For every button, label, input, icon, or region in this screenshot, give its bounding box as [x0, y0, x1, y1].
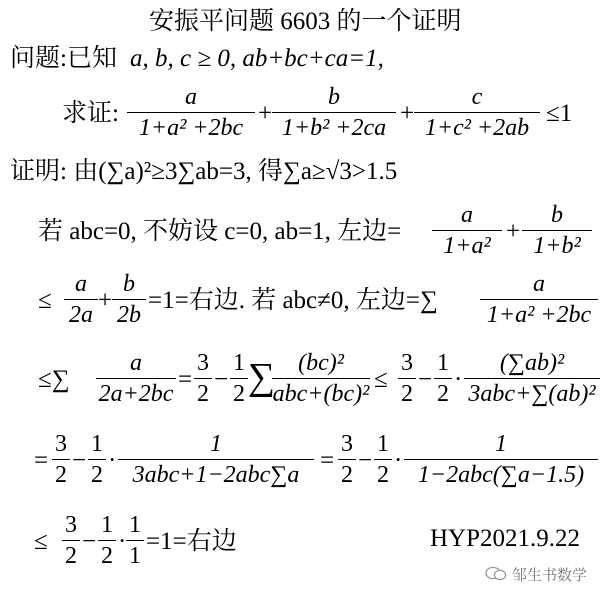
denominator: 2: [437, 381, 449, 407]
line4-fraction-5: [398, 350, 416, 407]
sigma-symbol: ∑: [248, 356, 276, 398]
numerator: 3: [401, 350, 413, 376]
le-sign: ≤: [38, 287, 52, 314]
minus-sign: −: [72, 447, 87, 474]
numerator: 1: [91, 431, 103, 457]
denominator: 3abc+∑(ab)²: [468, 381, 596, 407]
line2-fraction-1: [432, 202, 502, 259]
numerator: a: [185, 84, 197, 110]
watermark-text: 邹生书数学: [512, 566, 588, 584]
denominator: 1−2abc(∑a−1.5): [417, 462, 585, 488]
denominator: 1: [129, 543, 141, 569]
le-sign: ≤: [34, 528, 48, 555]
dot-sign: ·: [394, 447, 403, 474]
line6-fraction-3: [126, 512, 144, 569]
denominator: 2: [55, 462, 67, 488]
minus-sign: −: [214, 366, 229, 393]
prove-term-2: [272, 84, 396, 141]
line5-fraction-3: [118, 431, 314, 488]
dot-sign: ·: [108, 447, 117, 474]
numerator: a: [130, 350, 142, 376]
denominator: 1+a²: [443, 233, 491, 259]
denominator: 2: [233, 381, 245, 407]
numerator: b: [123, 271, 135, 297]
line3-fraction-1: [64, 271, 98, 328]
denominator: abc+(bc)²: [272, 381, 370, 407]
numerator: b: [551, 202, 563, 228]
denominator: 1+b² +2ca: [281, 115, 387, 141]
line2-fraction-2: [522, 202, 592, 259]
minus-sign: −: [418, 366, 433, 393]
problem-prefix: 问题:已知: [10, 45, 117, 72]
numerator: a: [461, 202, 473, 228]
problem-condition: a, b, c ≥ 0, ab+bc+ca=1,: [130, 45, 384, 72]
numerator: 3: [341, 431, 353, 457]
proof-line-2-text: 若 abc=0, 不妨设 c=0, ab=1, 左边=: [38, 218, 402, 245]
denominator: 2: [101, 543, 113, 569]
numerator: 1: [233, 350, 245, 376]
line4-fraction-1: [96, 350, 176, 407]
dot-sign: ·: [454, 366, 463, 393]
prove-label: 求证:: [62, 100, 119, 127]
denominator: 2: [401, 381, 413, 407]
numerator: 1: [495, 431, 507, 457]
line3-fraction-2: [112, 271, 146, 328]
wechat-icon: [485, 566, 507, 581]
denominator: 2: [91, 462, 103, 488]
numerator: (∑ab)²: [499, 350, 565, 376]
signature: HYP2021.9.22: [430, 525, 581, 552]
denominator: 1+c² +2ab: [424, 115, 530, 141]
plus-sign: +: [258, 100, 273, 127]
numerator: 3: [197, 350, 209, 376]
eq-sign: =: [34, 447, 49, 474]
line5-fraction-1: [52, 431, 70, 488]
denominator: 1+a² +2bc: [486, 302, 592, 328]
line4-fraction-6: [434, 350, 452, 407]
line5-fraction-4: [338, 431, 356, 488]
numerator: 3: [55, 431, 67, 457]
numerator: 1: [210, 431, 222, 457]
proof-line-1: 证明: 由(∑a)²≥3∑ab=3, 得∑a≥√3>1.5: [10, 158, 398, 185]
line5-fraction-6: [404, 431, 598, 488]
eq-sign: =: [178, 366, 193, 393]
line5-fraction-2: [88, 431, 106, 488]
dot-sign: ·: [118, 528, 127, 555]
denominator: 3abc+1−2abc∑a: [132, 462, 300, 488]
minus-sign: −: [358, 447, 373, 474]
prove-term-3: [414, 84, 540, 141]
denominator: 2: [197, 381, 209, 407]
proof-line-3-text: =1=右边. 若 abc≠0, 左边=∑: [148, 287, 438, 314]
line6-fraction-2: [98, 512, 116, 569]
le-sign: ≤: [374, 366, 388, 393]
denominator: 2: [341, 462, 353, 488]
plus-sign: +: [98, 287, 113, 314]
numerator: 3: [65, 512, 77, 538]
line6-fraction-1: [62, 512, 80, 569]
denominator: 2a+2bc: [98, 381, 174, 407]
line4-fraction-2: [194, 350, 212, 407]
prove-rhs: ≤1: [546, 100, 573, 127]
denominator: 2b: [117, 302, 141, 328]
line4-fraction-4: [272, 350, 370, 407]
line4-fraction-3: [230, 350, 248, 407]
le-sum: ≤∑: [38, 366, 70, 393]
numerator: a: [75, 271, 87, 297]
denominator: 1+b²: [533, 233, 581, 259]
denominator: 1+a² +2bc: [138, 115, 244, 141]
eq-sign: =: [320, 447, 335, 474]
proof-line-6-text: =1=右边: [146, 528, 237, 555]
line3-fraction-3: [480, 271, 598, 328]
line4-fraction-7: [464, 350, 600, 407]
numerator: c: [471, 84, 483, 110]
denominator: 2a: [69, 302, 93, 328]
numerator: 1: [437, 350, 449, 376]
numerator: (bc)²: [298, 350, 344, 376]
numerator: b: [328, 84, 340, 110]
plus-sign: +: [400, 100, 415, 127]
numerator: 1: [129, 512, 141, 538]
plus-sign: +: [506, 218, 521, 245]
prove-term-1: [127, 84, 255, 141]
minus-sign: −: [82, 528, 97, 555]
line5-fraction-5: [374, 431, 392, 488]
denominator: 2: [65, 543, 77, 569]
numerator: 1: [377, 431, 389, 457]
numerator: a: [533, 271, 545, 297]
page-title: 安振平问题 6603 的一个证明: [149, 8, 462, 35]
numerator: 1: [101, 512, 113, 538]
denominator: 2: [377, 462, 389, 488]
